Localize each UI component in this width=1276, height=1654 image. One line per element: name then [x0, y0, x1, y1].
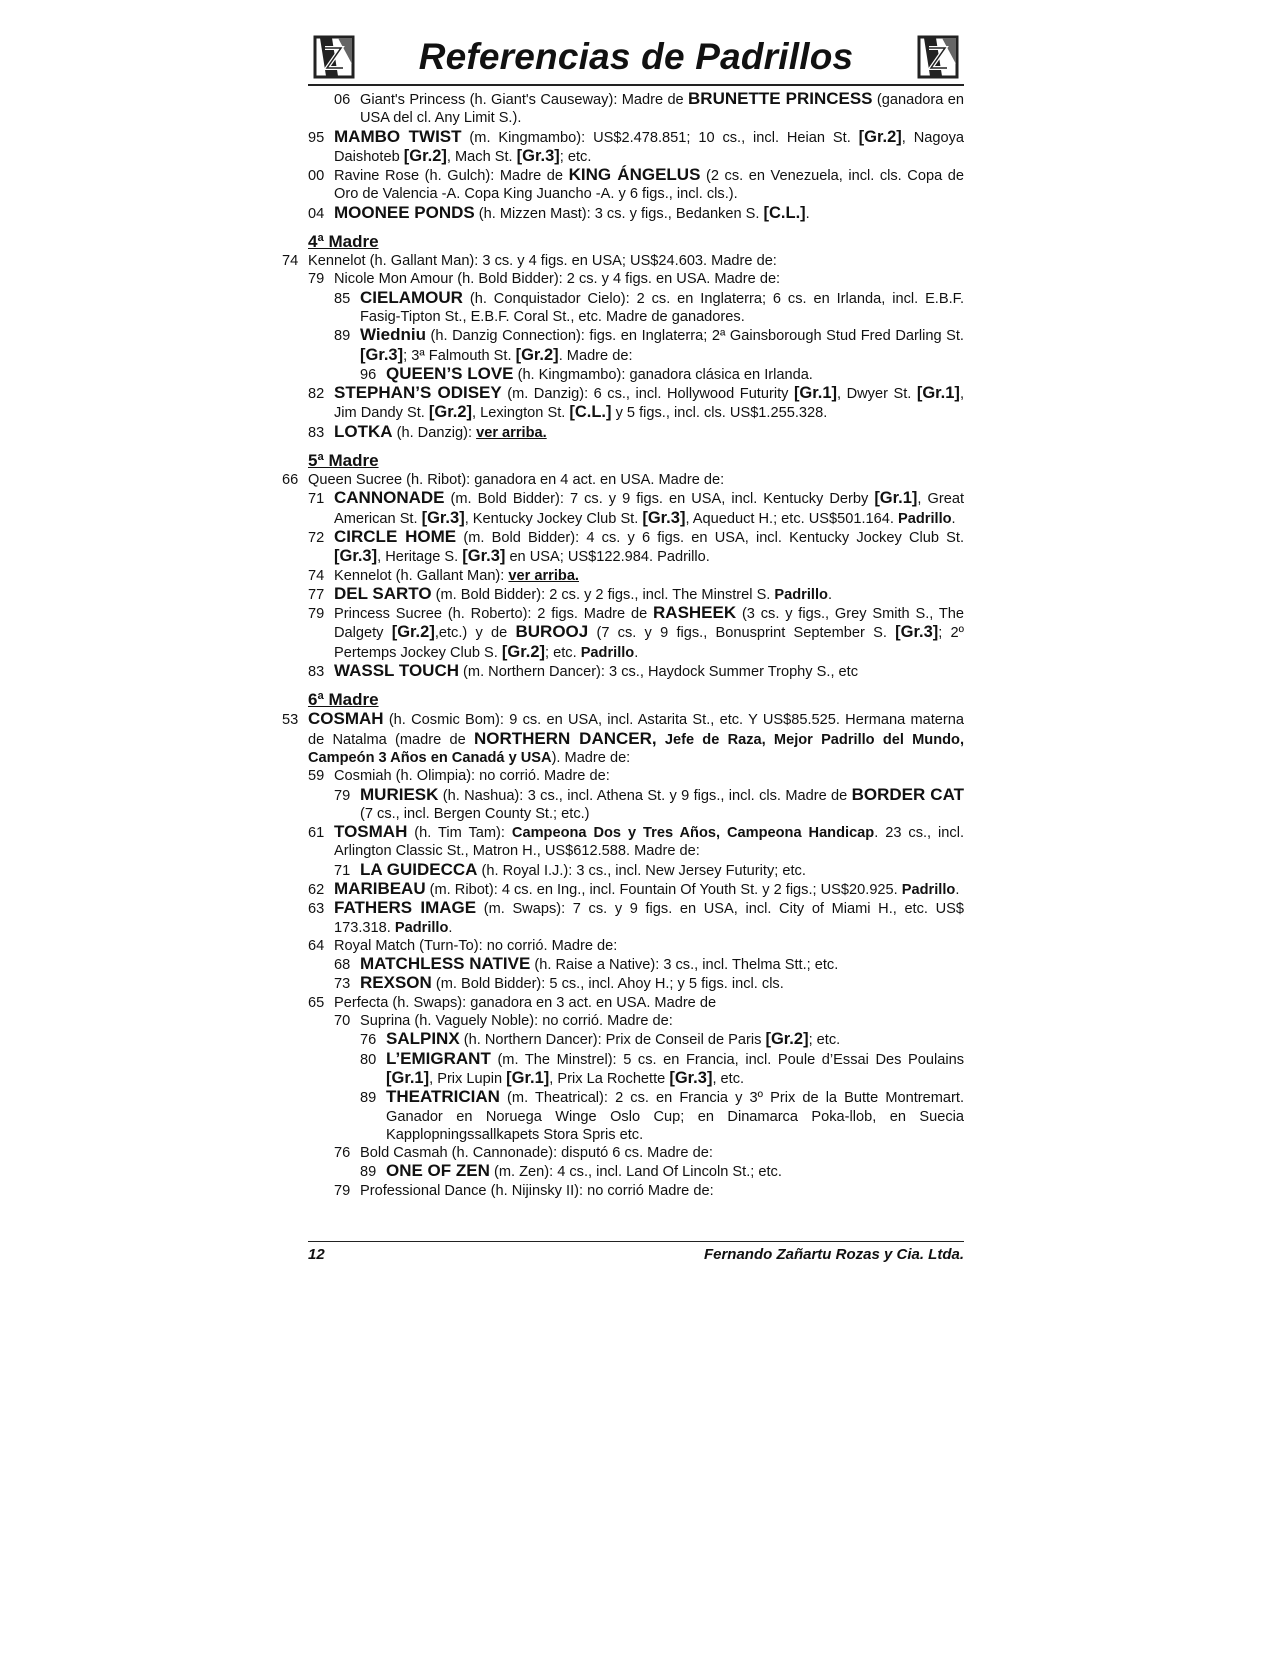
race-grade: [Gr.1]	[793, 384, 838, 403]
entry-year: 66	[282, 472, 299, 489]
race-grade: [Gr.2]	[501, 642, 546, 661]
pedigree-entry	[308, 604, 964, 662]
bold-text: Padrillo	[898, 510, 952, 527]
entry-text: , Prix La Rochette	[549, 1070, 670, 1087]
entry-text: Cosmiah (h. Olimpia): no corrió. Madre de:	[334, 768, 610, 785]
entry-text: (m. Bold Bidder): 5 cs., incl. Ahoy H.; y 5 figs. incl. cls.	[431, 976, 784, 993]
pedigree-content	[282, 89, 965, 1200]
pedigree-entry	[308, 384, 964, 423]
entry-text: (7 cs. y 9 figs., Bonusprint September S.	[588, 625, 896, 642]
horse-name: MOONEE PONDS	[334, 202, 475, 222]
entry-text: Kennelot (h. Gallant Man):	[334, 567, 509, 584]
entry-text: (m. Ribot): 4 cs. en Ing., incl. Fountain Of Youth St. y 2 figs.; US$20.925.	[425, 881, 902, 898]
entry-text: (h. Mizzen Mast): 3 cs. y figs., Bedanken S.	[474, 205, 764, 222]
entry-text: (ganadora en USA del cl. Any Limit S.).	[360, 92, 964, 127]
section-heading: 4ª Madre	[308, 232, 379, 252]
entry-text: (h. Nashua): 3 cs., incl. Athena St. y 9 figs., incl. cls. Madre de	[438, 787, 852, 804]
entry-year: 72	[308, 529, 325, 546]
race-grade: [C.L.]	[763, 203, 806, 222]
entry-text: (2 cs. en Venezuela, incl. cls. Copa de Oro de Valencia -A. Copa King Juancho -A. y 6 figs., incl. cls.).	[334, 168, 964, 203]
pedigree-entry	[308, 662, 964, 681]
entry-text: (h. Northern Dancer): Prix de Conseil de Paris	[459, 1032, 766, 1049]
entry-text: (m. Danzig): 6 cs., incl. Hollywood Futurity	[501, 386, 794, 403]
entry-text: (h. Conquistador Cielo): 2 cs. en Inglaterra; 6 cs. en Irlanda, incl. E.B.F. Fasig-Tipton St., E.B.F. Coral St., etc. Madre de ganadores.	[360, 290, 964, 325]
logo-right-icon	[916, 34, 960, 80]
entry-text: (m. Bold Bidder): 2 cs. y 2 figs., incl. The Minstrel S.	[431, 586, 775, 603]
entry-text: Professional Dance (h. Nijinsky II): no corrió Madre de:	[360, 1182, 714, 1199]
horse-name: WASSL TOUCH	[334, 661, 459, 681]
entry-text: .	[951, 510, 956, 527]
entry-text: ). Madre de:	[551, 749, 631, 766]
entry-year: 89	[360, 1090, 377, 1107]
entry-text: , etc.	[712, 1070, 745, 1087]
pedigree-entry	[308, 1030, 964, 1049]
entry-text: .	[955, 881, 960, 898]
entry-text: (h. Raise a Native): 3 cs., incl. Thelma Stt.; etc.	[530, 957, 839, 974]
entry-text: (m. Kingmambo): US$2.478.851; 10 cs., incl. Heian St.	[461, 129, 859, 146]
entry-text: , Prix Lupin	[429, 1070, 507, 1087]
horse-name: QUEEN’S LOVE	[386, 363, 514, 383]
entry-year: 79	[334, 1182, 351, 1199]
pedigree-entry	[308, 786, 964, 824]
entry-text: (h. Danzig):	[392, 424, 477, 441]
horse-name: BORDER CAT	[851, 784, 964, 804]
race-grade: [Gr.3]	[421, 508, 465, 527]
pedigree-entry	[308, 1050, 964, 1089]
entry-year: 85	[334, 290, 351, 307]
entry-text: (m. The Minstrel): 5 cs. en Francia, incl. Poule d’Essai Des Poulains	[490, 1051, 964, 1068]
horse-name: CIRCLE HOME	[334, 526, 457, 546]
entry-text: Giant's Princess (h. Giant's Causeway): Madre de	[360, 92, 689, 108]
pedigree-entry	[308, 128, 964, 167]
race-grade: [Gr.3]	[516, 146, 560, 165]
page-header	[308, 30, 964, 86]
pedigree-entry	[308, 423, 964, 442]
entry-text: Bold Casmah (h. Cannonade): disputó 6 cs. Madre de:	[360, 1145, 713, 1162]
entry-year: 82	[308, 386, 325, 403]
pedigree-entry	[308, 1182, 964, 1200]
entry-text: ; 3ª Falmouth St.	[403, 347, 516, 364]
entry-text: ; etc.	[808, 1032, 841, 1049]
page-number: 12	[308, 1246, 325, 1263]
race-grade: [Gr.3]	[462, 547, 506, 566]
entry-text: . Madre de:	[558, 347, 633, 364]
horse-name: CIELAMOUR	[360, 287, 463, 307]
pedigree-entry	[308, 1088, 964, 1144]
pedigree-entry	[308, 365, 964, 384]
pedigree-entry	[308, 1162, 964, 1181]
entry-year: 61	[308, 825, 325, 842]
entry-text: .	[827, 586, 832, 603]
entry-text: Queen Sucree (h. Ribot): ganadora en 4 act. en USA. Madre de:	[308, 472, 725, 489]
entry-text: (m. Northern Dancer): 3 cs., Haydock Summer Trophy S., etc	[459, 664, 859, 681]
pedigree-entry	[308, 289, 964, 327]
pedigree-entry	[308, 974, 964, 993]
pedigree-entry	[282, 252, 964, 270]
entry-text: (h. Cosmic Bom): 9 cs. en USA, incl. Astarita St., etc. Y US$85.525. Hermana materna de Natalma (madre de	[308, 712, 964, 748]
entry-text: Perfecta (h. Swaps): ganadora en 3 act. en USA. Madre de	[334, 994, 717, 1011]
page-title: Referencias de Padrillos	[418, 36, 854, 77]
horse-name: NORTHERN DANCER,	[473, 728, 657, 748]
entry-text: .	[448, 919, 453, 936]
entry-text: (3 cs. y figs., Grey Smith S., The Dalgety	[334, 606, 964, 642]
entry-year: 89	[360, 1164, 377, 1181]
entry-year: 62	[308, 881, 325, 898]
entry-year: 65	[308, 994, 325, 1011]
pedigree-entry	[282, 471, 964, 489]
race-grade: [Gr.3]	[895, 623, 939, 642]
entry-text: .	[805, 205, 810, 222]
entry-text: , Kentucky Jockey Club St.	[464, 510, 643, 527]
pedigree-entry	[308, 994, 964, 1012]
race-grade: [Gr.2]	[765, 1030, 809, 1049]
entry-text: (m. Zen): 4 cs., incl. Land Of Lincoln St.; etc.	[489, 1164, 782, 1181]
pedigree-entry	[308, 937, 964, 955]
entry-year: 96	[360, 366, 377, 383]
entry-year: 77	[308, 586, 325, 603]
horse-name: THEATRICIAN	[386, 1087, 500, 1107]
entry-text: (h. Tim Tam):	[407, 825, 512, 842]
entry-text: ; etc.	[545, 644, 581, 661]
race-grade: [Gr.2]	[428, 403, 472, 422]
entry-text: (h. Royal I.J.): 3 cs., incl. New Jersey Futurity; etc.	[477, 862, 806, 879]
entry-text: , Dwyer St.	[837, 386, 917, 403]
horse-name: FATHERS IMAGE	[334, 898, 477, 918]
horse-name: MAMBO TWIST	[334, 126, 462, 146]
race-grade: [Gr.1]	[506, 1068, 550, 1087]
entry-year: 00	[308, 168, 325, 185]
race-grade: [Gr.2]	[403, 146, 447, 165]
pedigree-entry	[308, 489, 964, 528]
entry-year: 83	[308, 424, 325, 441]
bold-text: Padrillo	[774, 586, 828, 603]
race-grade: [Gr.3]	[334, 547, 378, 566]
entry-text: Princess Sucree (h. Roberto): 2 figs. Madre de	[334, 606, 654, 623]
entry-text: Ravine Rose (h. Gulch): Madre de	[334, 168, 569, 185]
bold-text: Jefe de Raza, Mejor Padrillo del Mundo, Campeón 3 Años en Canadá y USA	[308, 731, 965, 766]
horse-name: BUROOJ	[515, 622, 589, 642]
race-grade: [Gr.1]	[874, 489, 918, 508]
publisher-name: Fernando Zañartu Rozas y Cia. Ltda.	[703, 1246, 964, 1263]
entry-year: 73	[334, 976, 351, 993]
pedigree-entry	[308, 585, 964, 604]
horse-name: STEPHAN’S ODISEY	[334, 383, 502, 403]
race-grade: [Gr.3]	[360, 345, 404, 364]
page-footer	[308, 1241, 964, 1263]
entry-text: Kennelot (h. Gallant Man): 3 cs. y 4 figs. en USA; US$24.603. Madre de:	[308, 253, 777, 270]
race-grade: [C.L.]	[569, 403, 612, 422]
horse-name: KING ÁNGELUS	[568, 165, 701, 185]
horse-name: Wiedniu	[360, 325, 426, 345]
entry-year: 83	[308, 664, 325, 681]
horse-name: LOTKA	[334, 421, 393, 441]
horse-name: MARIBEAU	[334, 878, 426, 898]
entry-text: Suprina (h. Vaguely Noble): no corrió. Madre de:	[360, 1013, 673, 1030]
pedigree-entry	[282, 709, 965, 767]
horse-name: RASHEEK	[653, 603, 737, 623]
horse-name: MATCHLESS NATIVE	[360, 954, 531, 974]
pedigree-entry	[308, 1012, 964, 1030]
entry-text: (7 cs., incl. Bergen County St.; etc.)	[360, 805, 590, 822]
bold-text: Padrillo	[394, 919, 449, 936]
pedigree-entry	[308, 166, 964, 204]
pedigree-entry	[308, 204, 964, 223]
entry-year: 68	[334, 957, 351, 974]
pedigree-entry	[308, 326, 964, 365]
entry-text	[657, 732, 665, 748]
pedigree-entry	[308, 823, 964, 861]
horse-name: DEL SARTO	[334, 583, 432, 603]
horse-name: L’EMIGRANT	[386, 1048, 491, 1068]
document-page	[282, 30, 965, 1200]
entry-text: (m. Bold Bidder): 4 cs. y 6 figs. en USA, incl. Kentucky Jockey Club St.	[456, 529, 965, 546]
cross-reference: ver arriba.	[476, 424, 547, 441]
entry-text: (h. Danzig Connection): figs. en Inglaterra; 2ª Gainsborough Stud Fred Darling St.	[425, 328, 964, 345]
race-grade: [Gr.2]	[391, 623, 435, 642]
entry-year: 53	[282, 712, 299, 729]
horse-name: SALPINX	[386, 1029, 460, 1049]
entry-year: 89	[334, 328, 351, 345]
entry-year: 74	[308, 567, 325, 584]
entry-year: 76	[334, 1145, 351, 1162]
pedigree-entry	[308, 90, 964, 128]
pedigree-entry	[308, 899, 964, 937]
entry-text: , Mach St.	[446, 148, 517, 165]
entry-text: ; etc.	[559, 148, 592, 165]
race-grade: [Gr.2]	[515, 345, 559, 364]
race-grade: [Gr.2]	[858, 127, 902, 146]
entry-text: , Jim Dandy St.	[334, 386, 964, 422]
entry-year: 71	[308, 491, 325, 508]
bold-text: Padrillo	[580, 644, 635, 661]
entry-text: ; 2º Pertemps Jockey Club S.	[334, 625, 964, 661]
entry-year: 63	[308, 901, 325, 918]
entry-text: en USA; US$122.984. Padrillo.	[505, 549, 710, 566]
entry-year: 64	[308, 937, 325, 954]
race-grade: [Gr.1]	[386, 1068, 430, 1087]
entry-text: , Heritage S.	[377, 549, 463, 566]
horse-name: REXSON	[360, 973, 432, 993]
pedigree-entry	[308, 567, 964, 585]
entry-year: 79	[334, 787, 351, 804]
entry-year: 59	[308, 768, 325, 785]
horse-name: LA GUIDECCA	[360, 859, 478, 879]
pedigree-entry	[308, 880, 964, 899]
pedigree-entry	[308, 861, 964, 880]
entry-year: 95	[308, 129, 325, 146]
horse-name: MURIESK	[360, 784, 439, 804]
entry-year: 79	[308, 271, 325, 288]
entry-text: . 23 cs., incl. Arlington Classic St., Matron H., US$612.588. Madre de:	[334, 825, 965, 860]
pedigree-entry	[308, 955, 964, 974]
entry-year: 04	[308, 205, 325, 222]
entry-text: , Lexington St.	[472, 405, 570, 422]
entry-text: (m. Swaps): 7 cs. y 9 figs. en USA, incl. City of Miami H., etc. US$ 173.318.	[334, 901, 964, 936]
horse-name: BRUNETTE PRINCESS	[688, 89, 873, 108]
entry-text: Royal Match (Turn-To): no corrió. Madre de:	[334, 937, 618, 954]
entry-year: 70	[334, 1013, 351, 1030]
entry-year: 76	[360, 1032, 377, 1049]
entry-text: (m. Theatrical): 2 cs. en Francia y 3º Prix de la Butte Montremart. Ganador en Noruega Winge Oslo Cup; en Dinamarca Poka-llob, en Suecia Kapplopningssallkapets Stora Spris etc.	[386, 1090, 964, 1143]
horse-name: TOSMAH	[334, 822, 408, 842]
entry-text: Nicole Mon Amour (h. Bold Bidder): 2 cs. y 4 figs. en USA. Madre de:	[334, 271, 781, 288]
section-heading: 6ª Madre	[308, 690, 379, 710]
entry-text: , Nagoya Daishoteb	[334, 129, 965, 165]
pedigree-entry	[308, 767, 964, 785]
entry-year: 71	[334, 862, 351, 879]
pedigree-entry	[308, 1144, 964, 1162]
entry-text: y 5 figs., incl. cls. US$1.255.328.	[611, 405, 828, 422]
race-grade: [Gr.1]	[916, 384, 960, 403]
entry-text: , Aqueduct H.; etc. US$501.164.	[685, 510, 899, 527]
race-grade: [Gr.3]	[642, 508, 686, 527]
entry-year: 80	[360, 1051, 377, 1068]
entry-year: 74	[282, 253, 299, 270]
entry-text: (m. Bold Bidder): 7 cs. y 9 figs. en USA, incl. Kentucky Derby	[444, 491, 875, 508]
pedigree-entry	[308, 528, 964, 567]
entry-text: .	[634, 644, 639, 661]
cross-reference: ver arriba.	[508, 567, 579, 584]
horse-name: CANNONADE	[334, 488, 445, 508]
race-grade: [Gr.3]	[669, 1068, 713, 1087]
entry-text: (h. Kingmambo): ganadora clásica en Irlanda.	[513, 366, 813, 383]
entry-year: 79	[308, 606, 325, 623]
pedigree-entry	[308, 270, 964, 288]
bold-text: Padrillo	[901, 881, 956, 898]
horse-name: COSMAH	[308, 709, 384, 729]
entry-text: ,etc.) y de	[434, 625, 516, 642]
section-heading: 5ª Madre	[308, 451, 379, 471]
horse-name: ONE OF ZEN	[386, 1161, 490, 1181]
entry-year: 06	[334, 92, 351, 108]
bold-text: Campeona Dos y Tres Años, Campeona Handicap	[511, 825, 875, 842]
entry-text: , Great American St.	[334, 491, 964, 527]
